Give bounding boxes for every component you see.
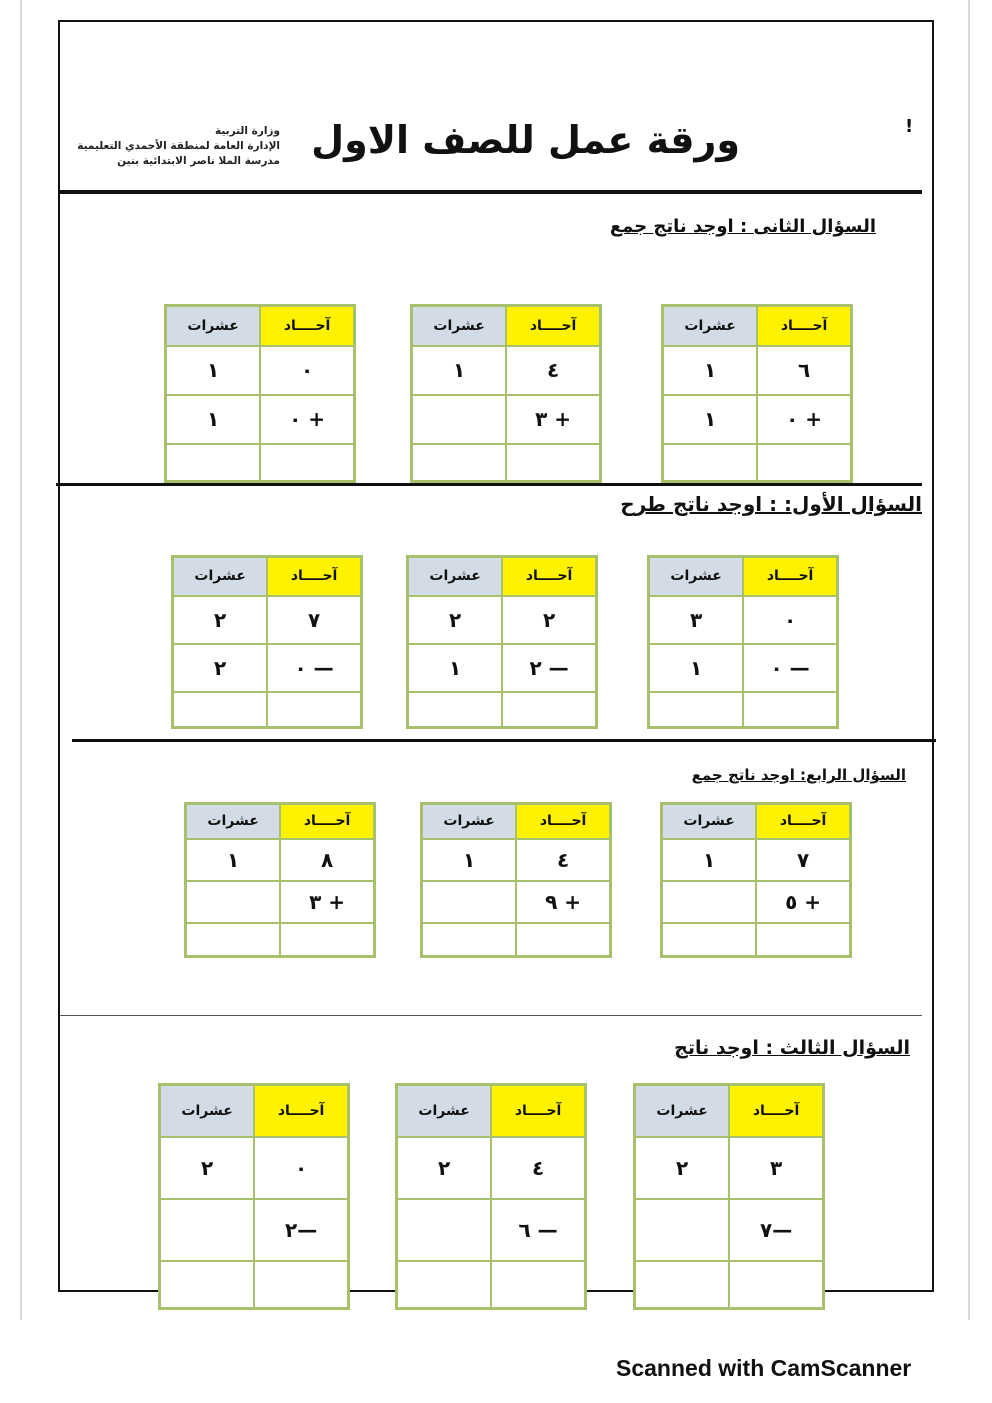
ones-bottom-digit [491, 1199, 585, 1261]
ones-header-text: آحــــاد [529, 317, 577, 334]
right-page-edge [968, 0, 970, 1320]
question-title: السؤال الثانى : اوجد ناتج جمع [609, 216, 876, 237]
ones-answer-cell[interactable] [757, 444, 851, 482]
ones-bottom-digit-text: ٣ + [535, 407, 572, 431]
ones-bottom-digit-text: ٠ — [770, 655, 810, 680]
school-name: مدرسة الملا ناصر الابتدائية بنين [117, 155, 280, 167]
ones-header [502, 557, 596, 596]
tens-header-text: عشرات [181, 1102, 233, 1119]
tens-answer-cell[interactable] [166, 444, 261, 482]
ones-top-digit-text: ٨ [320, 847, 334, 872]
place-value-table [633, 1083, 825, 1310]
ones-bottom-digit [729, 1199, 823, 1261]
tens-bottom-digit [173, 644, 268, 692]
tens-top-digit [408, 596, 503, 644]
tens-answer-cell[interactable] [408, 692, 503, 728]
ones-bottom-digit-text: ٠ + [786, 407, 823, 431]
ones-answer-cell[interactable] [506, 444, 600, 482]
ones-bottom-digit [260, 395, 354, 444]
tens-header-text: عشرات [433, 317, 485, 334]
ones-header [280, 804, 374, 839]
ones-bottom-digit [267, 644, 361, 692]
ones-top-digit [743, 596, 837, 644]
tens-answer-cell[interactable] [663, 444, 758, 482]
tens-bottom-digit [422, 881, 517, 923]
tens-header [408, 557, 503, 596]
question-title: السؤال الثالث : اوجد ناتج [674, 1037, 910, 1059]
tens-answer-cell[interactable] [186, 923, 281, 957]
ones-header-text: آحــــاد [539, 813, 587, 830]
tens-bottom-digit [408, 644, 503, 692]
tens-header-text: عشرات [429, 568, 481, 585]
ones-header-text: آحــــاد [766, 568, 814, 585]
ones-answer-cell[interactable] [491, 1261, 585, 1309]
ones-bottom-digit [506, 395, 600, 444]
tens-top-digit [422, 839, 517, 881]
tens-bottom-digit [663, 395, 758, 444]
tens-bottom-digit-text: ١ [448, 655, 462, 680]
ones-top-digit [502, 596, 596, 644]
place-value-table [661, 304, 853, 483]
tens-top-digit [635, 1137, 730, 1199]
tens-top-digit [663, 346, 758, 395]
tens-top-digit-text: ٢ [437, 1155, 451, 1180]
ones-header [267, 557, 361, 596]
ones-header [491, 1085, 585, 1137]
tens-answer-cell[interactable] [173, 692, 268, 728]
ones-bottom-digit [502, 644, 596, 692]
tens-answer-cell[interactable] [422, 923, 517, 957]
tens-bottom-digit [662, 881, 757, 923]
tens-header-text: عشرات [656, 1102, 708, 1119]
ones-answer-cell[interactable] [516, 923, 610, 957]
tens-header [160, 1085, 255, 1137]
ones-bottom-digit-text: ٢— [284, 1217, 318, 1242]
section-divider-2 [72, 739, 936, 742]
ones-answer-cell[interactable] [729, 1261, 823, 1309]
ones-header-text: آحــــاد [779, 813, 827, 830]
ones-header [756, 804, 850, 839]
ones-header [260, 306, 354, 346]
tens-answer-cell[interactable] [649, 692, 744, 728]
ones-top-digit-text: ٠ [294, 1155, 308, 1180]
tens-top-digit [649, 596, 744, 644]
tens-header-text: عشرات [670, 568, 722, 585]
ones-header-text: آحــــاد [525, 568, 573, 585]
tens-header [186, 804, 281, 839]
tens-top-digit-text: ٢ [675, 1155, 689, 1180]
tens-top-digit-text: ٣ [689, 607, 703, 632]
tens-answer-cell[interactable] [412, 444, 507, 482]
place-value-table [158, 1083, 350, 1310]
tens-answer-cell[interactable] [635, 1261, 730, 1309]
ones-header [729, 1085, 823, 1137]
ones-top-digit-text: ٤ [556, 847, 570, 872]
tens-top-digit-text: ٢ [213, 607, 227, 632]
ones-header [757, 306, 851, 346]
ones-top-digit [254, 1137, 348, 1199]
place-value-table [406, 555, 598, 729]
ones-answer-cell[interactable] [502, 692, 596, 728]
tens-top-digit-text: ١ [226, 847, 240, 872]
place-value-table [660, 802, 852, 958]
place-value-table [164, 304, 356, 483]
tens-header-text: عشرات [418, 1102, 470, 1119]
place-value-table [395, 1083, 587, 1310]
ones-top-digit-text: ٠ [783, 607, 797, 632]
tens-answer-cell[interactable] [160, 1261, 255, 1309]
tens-answer-cell[interactable] [397, 1261, 492, 1309]
tens-top-digit [166, 346, 261, 395]
ministry-name: وزارة التربية [214, 125, 280, 137]
ones-bottom-digit-text: ٠ + [289, 407, 326, 431]
place-value-table [420, 802, 612, 958]
tens-bottom-digit [186, 881, 281, 923]
ones-bottom-digit [516, 881, 610, 923]
tens-header [412, 306, 507, 346]
tens-header-text: عشرات [187, 317, 239, 334]
tens-top-digit [662, 839, 757, 881]
tens-bottom-digit [160, 1199, 255, 1261]
tens-top-digit-text: ١ [702, 847, 716, 872]
tens-header-text: عشرات [207, 813, 259, 830]
ones-top-digit-text: ٦ [797, 358, 811, 382]
ones-bottom-digit-text: ٩ + [545, 889, 582, 914]
ones-header [516, 804, 610, 839]
ones-top-digit [280, 839, 374, 881]
left-page-edge [20, 0, 22, 1320]
ones-header-text: آحــــاد [514, 1102, 562, 1119]
ones-bottom-digit-text: ٢ — [529, 655, 569, 680]
tens-bottom-digit [649, 644, 744, 692]
place-value-table [171, 555, 363, 729]
tens-top-digit [160, 1137, 255, 1199]
ones-bottom-digit-text: ٦ — [518, 1217, 558, 1242]
ones-bottom-digit [756, 881, 850, 923]
ones-bottom-digit [280, 881, 374, 923]
ones-header [743, 557, 837, 596]
place-value-table [647, 555, 839, 729]
ones-header-text: آحــــاد [290, 568, 338, 585]
tens-bottom-digit-text: ١ [703, 407, 717, 431]
page-title: ورقة عمل للصف الاول [311, 118, 740, 162]
ones-top-digit-text: ٠ [300, 358, 314, 382]
ones-top-digit [491, 1137, 585, 1199]
tens-top-digit-text: ٢ [448, 607, 462, 632]
ones-answer-cell[interactable] [267, 692, 361, 728]
ones-top-digit [267, 596, 361, 644]
tens-top-digit-text: ١ [462, 847, 476, 872]
tens-header [397, 1085, 492, 1137]
tens-header-text: عشرات [443, 813, 495, 830]
ones-header-text: آحــــاد [283, 317, 331, 334]
scanner-watermark: Scanned with CamScanner [616, 1355, 912, 1381]
tens-bottom-digit-text: ٢ [213, 655, 227, 680]
tens-top-digit-text: ١ [452, 358, 466, 382]
ones-top-digit [506, 346, 600, 395]
ones-bottom-digit-text: ٥ + [785, 889, 822, 914]
tens-answer-cell[interactable] [662, 923, 757, 957]
ones-answer-cell[interactable] [254, 1261, 348, 1309]
ones-header-text: آحــــاد [752, 1102, 800, 1119]
question-title: السؤال الأول: : اوجد ناتج طرح [620, 492, 922, 516]
ones-answer-cell[interactable] [756, 923, 850, 957]
tens-bottom-digit-text: ١ [206, 407, 220, 431]
ones-answer-cell[interactable] [260, 444, 354, 482]
tens-bottom-digit [166, 395, 261, 444]
tens-bottom-digit [635, 1199, 730, 1261]
ones-top-digit-text: ٧ [307, 607, 321, 632]
tens-header-text: عشرات [194, 568, 246, 585]
tens-top-digit-text: ٢ [200, 1155, 214, 1180]
ones-top-digit [516, 839, 610, 881]
place-value-table [184, 802, 376, 958]
tens-header [635, 1085, 730, 1137]
ones-bottom-digit-text: ٧— [759, 1217, 793, 1242]
ones-top-digit [729, 1137, 823, 1199]
tens-header [662, 804, 757, 839]
ones-answer-cell[interactable] [280, 923, 374, 957]
tens-header [422, 804, 517, 839]
ones-bottom-digit [757, 395, 851, 444]
tens-top-digit [412, 346, 507, 395]
ones-top-digit [260, 346, 354, 395]
corner-mark: ! [905, 116, 914, 137]
tens-header [173, 557, 268, 596]
ones-top-digit-text: ٤ [531, 1155, 545, 1180]
ones-header-text: آحــــاد [780, 317, 828, 334]
ones-bottom-digit-text: ٣ + [309, 889, 346, 914]
tens-top-digit-text: ١ [703, 358, 717, 382]
tens-header-text: عشرات [683, 813, 735, 830]
place-value-table [410, 304, 602, 483]
question-title: السؤال الرابع: اوجد ناتج جمع [691, 766, 906, 784]
tens-header [649, 557, 744, 596]
tens-header [663, 306, 758, 346]
ones-top-digit-text: ٧ [796, 847, 810, 872]
ones-header-text: آحــــاد [277, 1102, 325, 1119]
ones-top-digit-text: ٣ [769, 1155, 783, 1180]
ones-header [254, 1085, 348, 1137]
tens-top-digit [397, 1137, 492, 1199]
ones-top-digit-text: ٢ [542, 607, 556, 632]
tens-bottom-digit-text: ١ [689, 655, 703, 680]
tens-top-digit [186, 839, 281, 881]
tens-top-digit [173, 596, 268, 644]
ones-bottom-digit [743, 644, 837, 692]
tens-bottom-digit [397, 1199, 492, 1261]
school-header [74, 124, 280, 169]
ones-header [506, 306, 600, 346]
ones-top-digit [756, 839, 850, 881]
tens-bottom-digit [412, 395, 507, 444]
header-divider [60, 190, 922, 194]
directorate-name: الإدارة العامة لمنطقة الأحمدي التعليمية [77, 140, 280, 152]
ones-header-text: آحــــاد [303, 813, 351, 830]
ones-bottom-digit-text: ٠ — [294, 655, 334, 680]
section-divider-3 [60, 1015, 922, 1016]
tens-top-digit-text: ١ [206, 358, 220, 382]
tens-header [166, 306, 261, 346]
ones-bottom-digit [254, 1199, 348, 1261]
section-divider-1 [56, 483, 922, 486]
tens-header-text: عشرات [684, 317, 736, 334]
ones-top-digit [757, 346, 851, 395]
ones-top-digit-text: ٤ [546, 358, 560, 382]
ones-answer-cell[interactable] [743, 692, 837, 728]
